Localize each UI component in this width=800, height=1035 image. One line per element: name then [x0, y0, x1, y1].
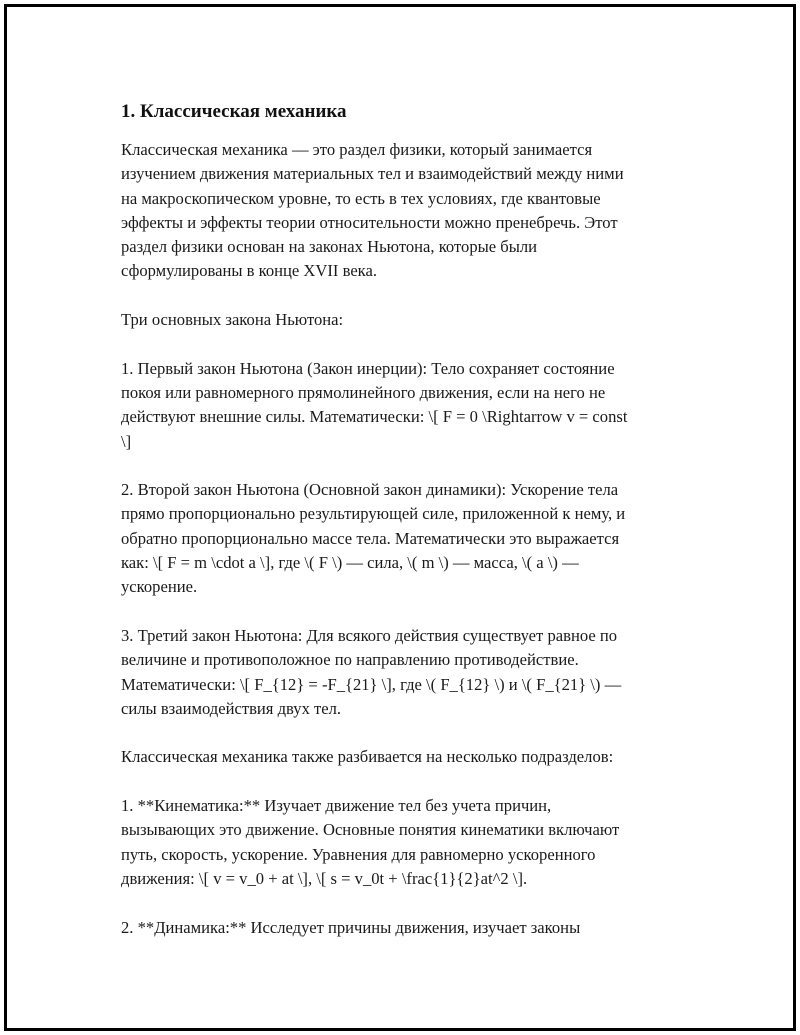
text-line: сформулированы в конце XVII века. — [121, 261, 378, 281]
paragraph-third-law — [121, 624, 701, 721]
paragraph-laws-heading — [121, 308, 701, 332]
text-line: 2. Второй закон Ньютона (Основной закон динамики): Ускорение тела — [121, 480, 619, 500]
text-line: ускорение. — [121, 577, 198, 597]
text-line: Математически: \[ F_{12} = -F_{21} \], где \( F_{12} \) и \( F_{21} \) — — [121, 674, 622, 694]
text-line: \] — [121, 431, 132, 451]
text-line: обратно пропорционально массе тела. Математически это выражается — [121, 528, 620, 548]
text-line: раздел физики основан на законах Ньютона, которые были — [121, 237, 538, 257]
text-line: силы взаимодействия двух тел. — [121, 698, 342, 718]
text-line: Классическая механика также разбивается на несколько подразделов: — [121, 747, 614, 767]
paragraph-kinematics — [121, 794, 701, 891]
document-body — [121, 99, 701, 964]
paragraph-dynamics — [121, 916, 701, 940]
text-line: на макроскопическом уровне, то есть в тех условиях, где квантовые — [121, 188, 601, 208]
paragraph-subsections-intro — [121, 745, 701, 769]
text-line: величине и противоположное по направлению противодействие. — [121, 650, 579, 670]
text-line: Три основных закона Ньютона: — [121, 310, 344, 330]
text-line: прямо пропорционально результирующей силе, приложенной к нему, и — [121, 504, 626, 524]
text-line: покоя или равномерного прямолинейного движения, если на него не — [121, 382, 606, 402]
text-line: 3. Третий закон Ньютона: Для всякого действия существует равное по — [121, 625, 618, 645]
text-line: как: \[ F = m \cdot a \], где \( F \) — сила, \( m \) — масса, \( a \) — — [121, 553, 579, 573]
page-frame — [4, 4, 796, 1031]
text-line: путь, скорость, ускорение. Уравнения для равномерно ускоренного — [121, 844, 596, 864]
text-line: движения: \[ v = v_0 + at \], \[ s = v_0t + \frac{1}{2}at^2 \]. — [121, 868, 528, 888]
paragraph-first-law — [121, 357, 701, 454]
paragraph-second-law — [121, 478, 701, 599]
text-line: эффекты и эффекты теории относительности можно пренебречь. Этот — [121, 212, 618, 232]
text-line: вызывающих это движение. Основные понятия кинематики включают — [121, 820, 620, 840]
section-title: 1. Классическая механика — [121, 101, 347, 122]
text-line: 1. **Кинематика:** Изучает движение тел без учета причин, — [121, 796, 552, 816]
text-line: 2. **Динамика:** Исследует причины движения, изучает законы — [121, 917, 581, 937]
text-line: действуют внешние силы. Математически: \[ F = 0 \Rightarrow v = const — [121, 407, 628, 427]
paragraph-intro — [121, 138, 701, 284]
text-line: изучением движения материальных тел и взаимодействий между ними — [121, 164, 624, 184]
text-line: Классическая механика — это раздел физики, который занимается — [121, 140, 593, 159]
text-line: 1. Первый закон Ньютона (Закон инерции): Тело сохраняет состояние — [121, 358, 615, 378]
